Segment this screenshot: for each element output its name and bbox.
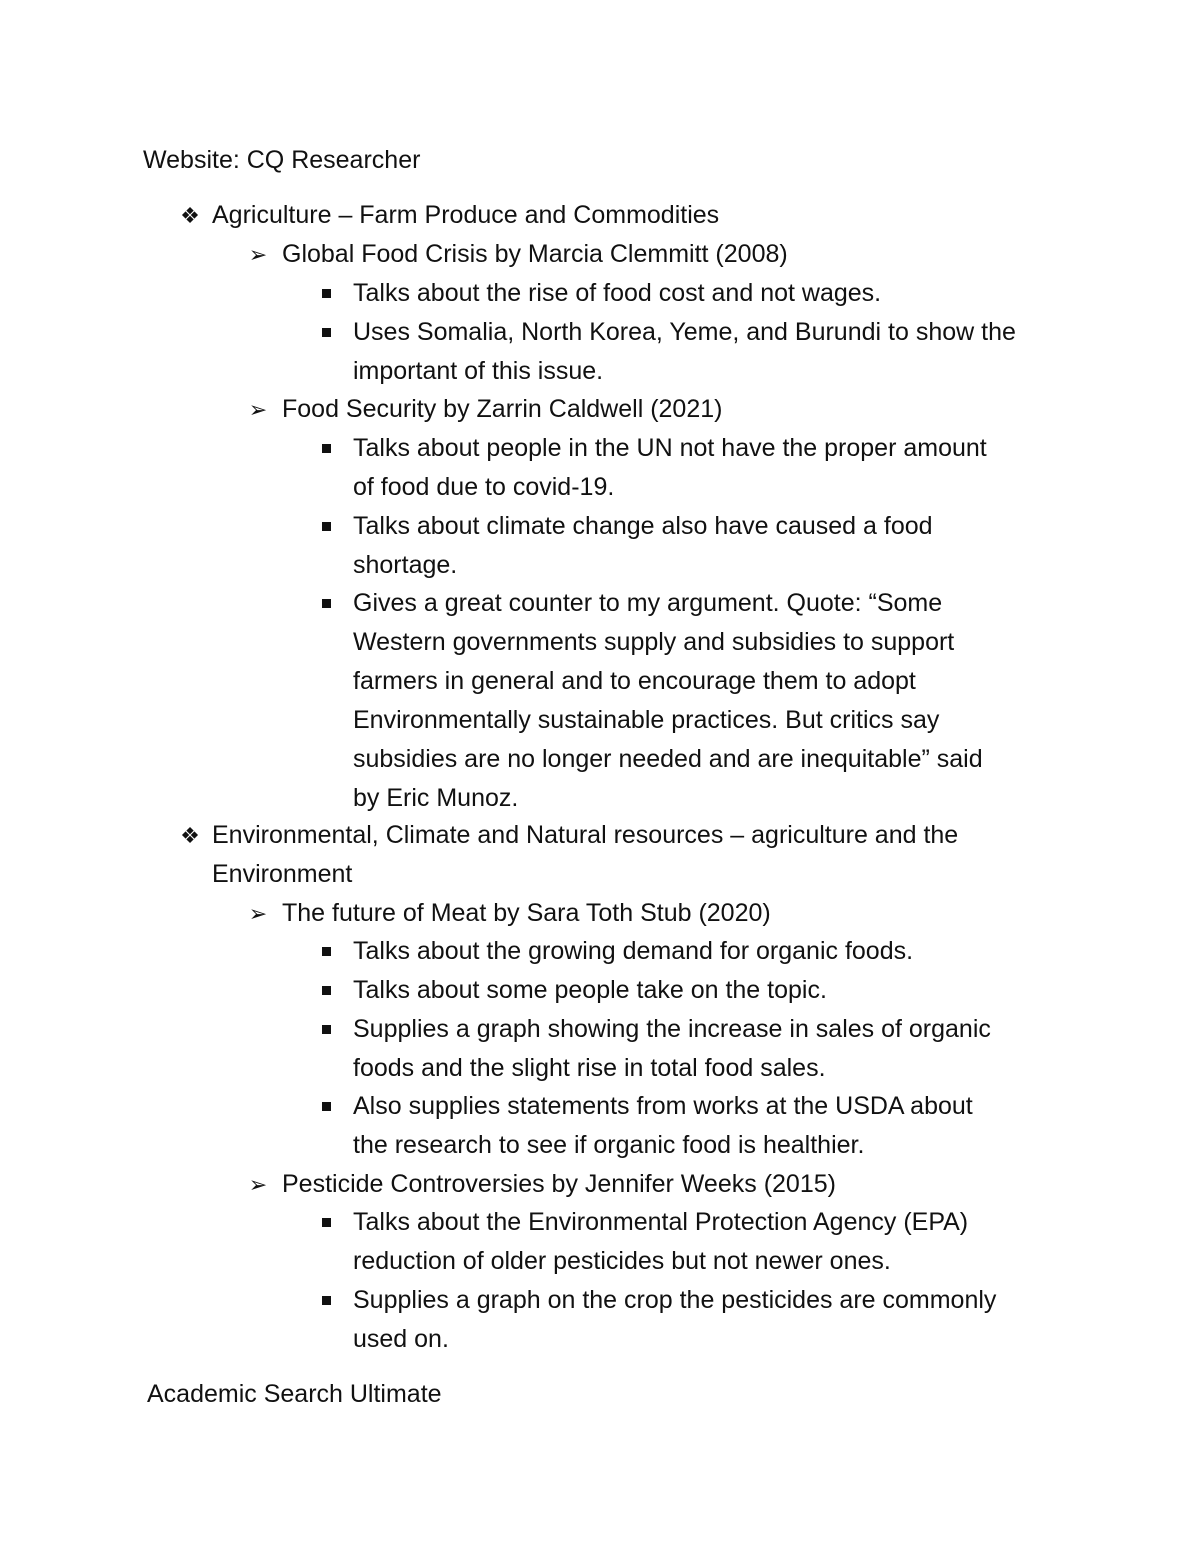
note-line: Also supplies statements from works at the USDA about: [353, 1092, 973, 1120]
note-line: Environmentally sustainable practices. But critics say: [353, 706, 940, 734]
square-bullet-icon: [322, 947, 331, 956]
arrowhead-bullet-icon: ➢: [248, 901, 268, 926]
source-title: The future of Meat by Sara Toth Stub (2020): [282, 899, 771, 927]
square-bullet-icon: [322, 986, 331, 995]
four-diamond-icon: ❖: [180, 203, 200, 228]
square-bullet-icon: [322, 328, 331, 337]
note-line: Talks about people in the UN not have the proper amount: [353, 434, 987, 462]
arrowhead-bullet-icon: ➢: [248, 242, 268, 267]
note-item: [353, 1010, 991, 1088]
note-item: [353, 274, 881, 313]
note-line: used on.: [353, 1325, 449, 1353]
note-item: [353, 932, 913, 971]
note-item: [353, 1203, 968, 1281]
square-bullet-icon: [322, 1025, 331, 1034]
square-bullet-icon: [322, 444, 331, 453]
source-title: Global Food Crisis by Marcia Clemmitt (2008): [282, 240, 788, 268]
footer-heading: Academic Search Ultimate: [147, 1380, 442, 1408]
square-bullet-icon: [322, 1102, 331, 1111]
section-label: Environment: [212, 860, 353, 888]
note-line: the research to see if organic food is healthier.: [353, 1131, 865, 1159]
source-pesticide-controversies: [248, 1165, 836, 1204]
note-line: of food due to covid-19.: [353, 473, 615, 501]
four-diamond-icon: ❖: [180, 823, 200, 848]
square-bullet-icon: [322, 1296, 331, 1305]
note-item: [353, 313, 1016, 391]
note-item: [353, 1281, 996, 1359]
note-line: Uses Somalia, North Korea, Yeme, and Burundi to show the: [353, 318, 1016, 346]
section-label: Agriculture – Farm Produce and Commodities: [212, 201, 720, 229]
note-line: reduction of older pesticides but not newer ones.: [353, 1247, 891, 1275]
note-line: shortage.: [353, 551, 458, 579]
note-line: Supplies a graph showing the increase in sales of organic: [353, 1015, 991, 1043]
note-item: [353, 429, 987, 507]
arrowhead-bullet-icon: ➢: [248, 397, 268, 422]
source-future-of-meat: [248, 894, 771, 933]
website-heading: Website: CQ Researcher: [143, 146, 421, 174]
note-line: Talks about some people take on the topic.: [353, 976, 827, 1004]
note-line: foods and the slight rise in total food sales.: [353, 1054, 826, 1082]
note-item: [353, 971, 827, 1010]
source-global-food-crisis: [248, 235, 788, 274]
arrowhead-bullet-icon: ➢: [248, 1172, 268, 1197]
source-food-security: [248, 390, 723, 429]
note-line: Gives a great counter to my argument. Quote: “Some: [353, 589, 943, 617]
section-label: Environmental, Climate and Natural resources – agriculture and the: [212, 821, 959, 849]
square-bullet-icon: [322, 1218, 331, 1227]
note-line: subsidies are no longer needed and are inequitable” said: [353, 745, 983, 773]
note-line: Western governments supply and subsidies to support: [353, 628, 955, 656]
note-line: by Eric Munoz.: [353, 784, 519, 812]
section-agriculture: [180, 196, 720, 235]
note-item: [353, 1087, 973, 1165]
note-item: [353, 507, 933, 585]
note-line: farmers in general and to encourage them to adopt: [353, 667, 916, 695]
source-title: Pesticide Controversies by Jennifer Weeks (2015): [282, 1170, 836, 1198]
note-line: Talks about the Environmental Protection Agency (EPA): [353, 1208, 969, 1236]
note-line: Talks about climate change also have caused a food: [353, 512, 933, 540]
section-environmental: [180, 816, 959, 894]
square-bullet-icon: [322, 522, 331, 531]
note-line: Talks about the rise of food cost and not wages.: [353, 279, 882, 307]
square-bullet-icon: [322, 599, 331, 608]
source-title: Food Security by Zarrin Caldwell (2021): [282, 395, 723, 423]
note-line: important of this issue.: [353, 357, 604, 385]
note-line: Supplies a graph on the crop the pesticides are commonly: [353, 1286, 997, 1314]
square-bullet-icon: [322, 289, 331, 298]
note-item: [353, 584, 983, 818]
note-line: Talks about the growing demand for organic foods.: [353, 937, 914, 965]
